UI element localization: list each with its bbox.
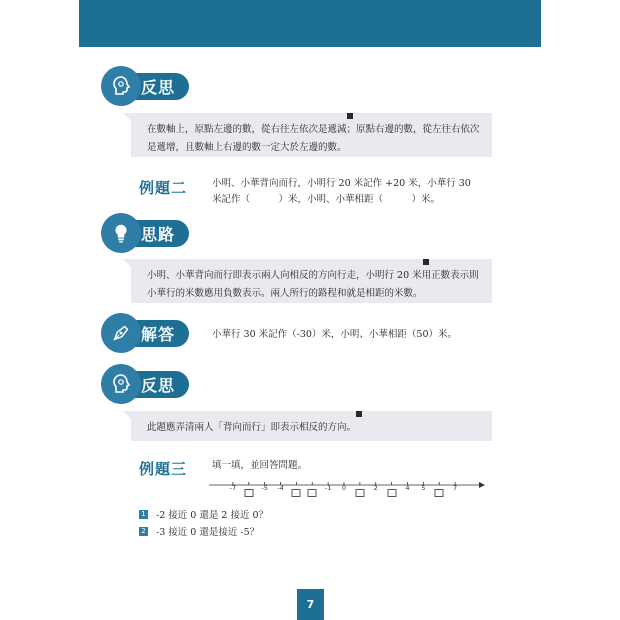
number-line-label: 4 (405, 484, 410, 492)
number-line-blank-box[interactable] (355, 489, 364, 497)
answer-header (101, 313, 201, 353)
example2-line2: 米記作（ ）米，小明、小華相距（ ）米。 (212, 194, 441, 205)
top-banner (79, 0, 541, 47)
number-line-label: 0 (341, 484, 347, 492)
number-line-label: -7 (229, 484, 237, 492)
reflect-note-1: 在數軸上，原點左邊的數，從右往左依次是遞減；原點右邊的數，從左往右依次是遞增，且數軸上右邊的數一定大於左邊的數。 (131, 113, 492, 157)
number-line-label: -4 (277, 484, 284, 492)
answer-text: 小華行 30 米記作（-30）米，小明、小華相距（50）米。 (212, 329, 458, 340)
pen-nib-icon (101, 313, 141, 353)
number-line-blank-box[interactable] (387, 489, 396, 497)
number-line-blank-box[interactable] (244, 489, 253, 497)
number-line-label: -5 (261, 484, 268, 492)
number-line-label: 5 (421, 484, 426, 492)
thinking-note: 小明、小華背向而行即表示兩人向相反的方向行走，小明行 20 米用正數表示則小華行的米數應用負數表示。兩人所行的路程和就是相距的米數。 (131, 259, 492, 303)
number-line-blank-box[interactable] (292, 489, 301, 497)
reflect-label-2: 反思 (123, 371, 189, 398)
question-2 (139, 524, 259, 538)
reflect-note-2: 此題應弄清兩人「背向而行」即表示相反的方向。 (131, 411, 492, 441)
answer-label: 解答 (123, 320, 189, 347)
thinking-label: 思路 (123, 220, 189, 247)
number-line-blank-box[interactable] (308, 489, 317, 497)
question-text-1: -2 接近 0 還是 2 接近 0？ (156, 510, 269, 521)
number-line-label: 2 (373, 484, 378, 492)
question-number-1: 1 (139, 510, 148, 519)
page-number: 7 (297, 589, 324, 620)
number-line-blank-box[interactable] (435, 489, 444, 497)
number-line (209, 475, 485, 505)
reflect-header-2 (101, 364, 201, 404)
number-line-label: -1 (324, 484, 332, 492)
question-text-2: -3 接近 0 還是接近 -5？ (156, 527, 260, 538)
number-line-label: 7 (453, 484, 458, 492)
example2-line1: 小明、小華背向而行，小明行 20 米記作 +20 米，小華行 30 (212, 178, 471, 189)
lightbulb-icon (101, 213, 141, 253)
question-number-2: 2 (139, 527, 148, 536)
head-brain-icon (101, 66, 141, 106)
reflect-header-1 (101, 66, 201, 106)
thinking-header (101, 213, 201, 253)
example2-title: 例題二 (139, 179, 188, 197)
head-brain-icon (101, 364, 141, 404)
reflect-label-1: 反思 (123, 73, 189, 100)
question-1 (139, 507, 268, 521)
example3-instruction: 填一填，並回答問題。 (212, 460, 308, 471)
example3-title: 例題三 (139, 460, 188, 478)
